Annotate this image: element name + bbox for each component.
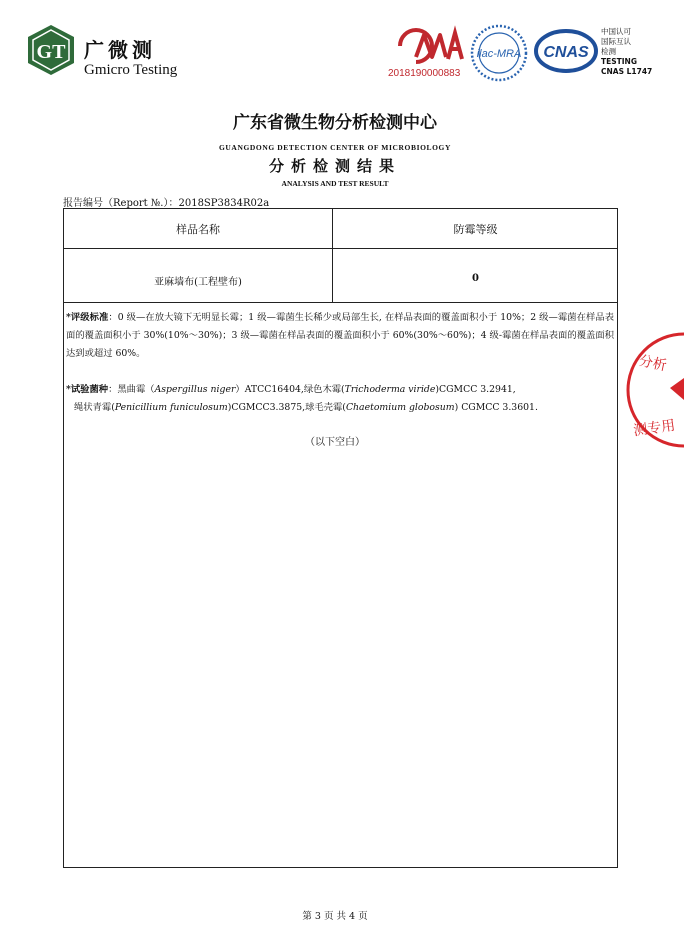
grading-label: *评级标准 [66, 312, 109, 323]
svg-text:CNAS: CNAS [543, 44, 589, 61]
result-table-frame [63, 208, 618, 868]
cnas-line-1: 中国认可 [601, 27, 631, 36]
svg-text:ilac-MRA: ilac-MRA [476, 48, 522, 60]
gmicro-logo-icon [26, 24, 76, 76]
strains-text: )CGMCC3.3875,球毛壳霉( [227, 402, 346, 413]
mould-grade-value: 0 [472, 273, 479, 284]
species-name: Chaetomium globosum [345, 402, 455, 413]
report-number: 报告编号（Report №.）：2018SP3834R02a [63, 198, 270, 209]
page-footer: 第 3 页 共 4 页 [302, 911, 368, 922]
table-divider [64, 302, 617, 303]
logo-mark-text: GT [36, 41, 66, 63]
table-divider [64, 248, 617, 249]
strains-text: )CGMCC 3.2941, [435, 384, 516, 395]
svg-text:测专用: 测专用 [632, 417, 677, 440]
cnas-text [601, 27, 652, 77]
cnas-number: CNAS L1747 [601, 67, 653, 76]
company-name-cn: 广微测 [84, 38, 156, 62]
grading-text: ：0 级—在放大镜下无明显长霉；1 级—霉菌生长稀少或局部生长, 在样品表面的覆盖面积小于 10%；2 级—霉菌在样品表面的覆盖面积小于 30%(10%～30%)；3 级—霉菌在样品表面的覆盖面积小于 60%(30%～60%)；4 级-霉菌在样品表面的覆盖面积达到或超过 60%。 [66, 312, 614, 359]
strains-label: *试验菌种 [66, 384, 109, 395]
ilac-mra-logo-icon [468, 24, 530, 82]
strains-text: ) CGMCC 3.3601. [454, 402, 538, 413]
company-name-en: Gmicro Testing [84, 62, 178, 78]
header-mould-grade: 防霉等级 [453, 223, 498, 236]
header-sample-name: 样品名称 [176, 223, 220, 236]
cma-code: 2018190000883 [388, 68, 461, 79]
sample-name-value: 亚麻墙布(工程壁布) [154, 277, 242, 288]
cnas-logo-icon [534, 28, 598, 74]
species-name: Aspergillus niger [154, 384, 236, 395]
center-title-en: GUANGDONG DETECTION CENTER OF MICROBIOLOGY [218, 143, 452, 152]
species-name: Trichoderma viride [344, 384, 436, 395]
strains-text: 绳状青霉( [74, 402, 115, 413]
cma-logo-icon [394, 27, 464, 65]
center-title-cn: 广东省微生物分析检测中心 [233, 113, 437, 133]
result-title-en: ANALYSIS AND TEST RESULT [281, 179, 389, 188]
official-seal-icon [624, 330, 684, 450]
species-name: Penicillium funiculosum [114, 402, 228, 413]
strains-text: ：黑曲霉（ [108, 384, 155, 395]
result-title-cn: 分析检测结果 [268, 157, 401, 175]
cnas-testing: TESTING [601, 57, 637, 66]
svg-text:分析: 分析 [637, 353, 669, 375]
test-strains [66, 381, 614, 417]
cnas-line-2: 国际互认 [601, 37, 631, 46]
strains-text: ）ATCC16404,绿色木霉( [235, 384, 345, 395]
blank-note: （以下空白） [305, 437, 365, 448]
cnas-line-3: 检测 [601, 47, 616, 56]
grading-standard [66, 309, 614, 363]
